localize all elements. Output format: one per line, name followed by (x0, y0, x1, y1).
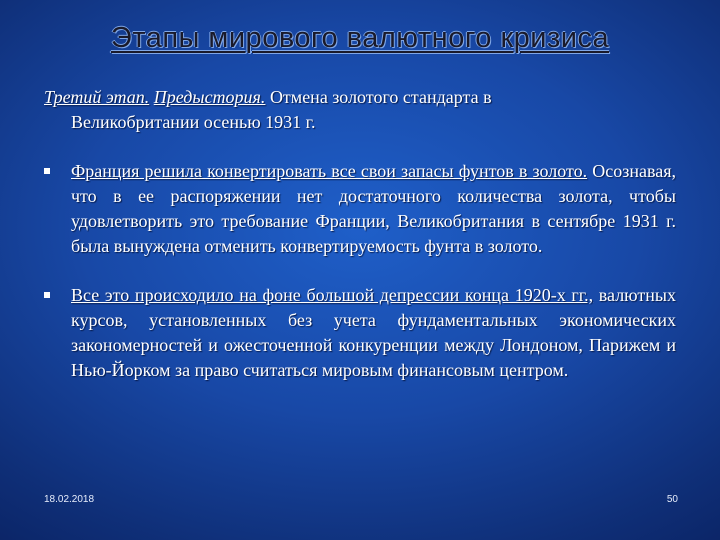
bullet-rest-text: Осознавая, что в ее распоряжении нет достаточного количества золота, чтобы удовлетворить это требование Франции, Великобритания в сентябре 1931 г. была вынуждена отменить конвертируемость фунта в золото. (71, 161, 676, 256)
intro-text-line2: Великобритании осенью 1931 г. (71, 112, 316, 132)
bullet-text (71, 283, 676, 383)
slide-title: Этапы мирового валютного кризиса (110, 22, 610, 54)
footer-date: 18.02.2018 (44, 494, 95, 505)
intro-paragraph (44, 85, 676, 135)
bullet-item (44, 159, 676, 259)
bullet-square-icon (44, 168, 50, 174)
bullet-item (44, 283, 676, 383)
bullet-square-icon (44, 292, 50, 298)
stage-label: Третий этап. (44, 87, 150, 107)
slide-content (44, 85, 676, 407)
bullet-rest-text: валютных курсов, установленных без учета фундаментальных экономических закономерностей и ожесточенной конкуренции между Лондоном, Парижем и Нью-Йорком за право считаться мировым финансовым центром. (71, 285, 676, 380)
bullet-text (71, 159, 676, 259)
bullet-list (44, 159, 676, 383)
bullet-underlined-text: Франция решила конвертировать все свои запасы фунтов в золото. (71, 161, 588, 181)
intro-text-line1: Отмена золотого стандарта в (265, 87, 492, 107)
bullet-underlined-text: Все это происходило на фоне большой депрессии конца 1920-х гг., (71, 285, 594, 305)
prehistory-label: Предыстория. (153, 87, 266, 107)
page-number: 50 (666, 494, 678, 505)
